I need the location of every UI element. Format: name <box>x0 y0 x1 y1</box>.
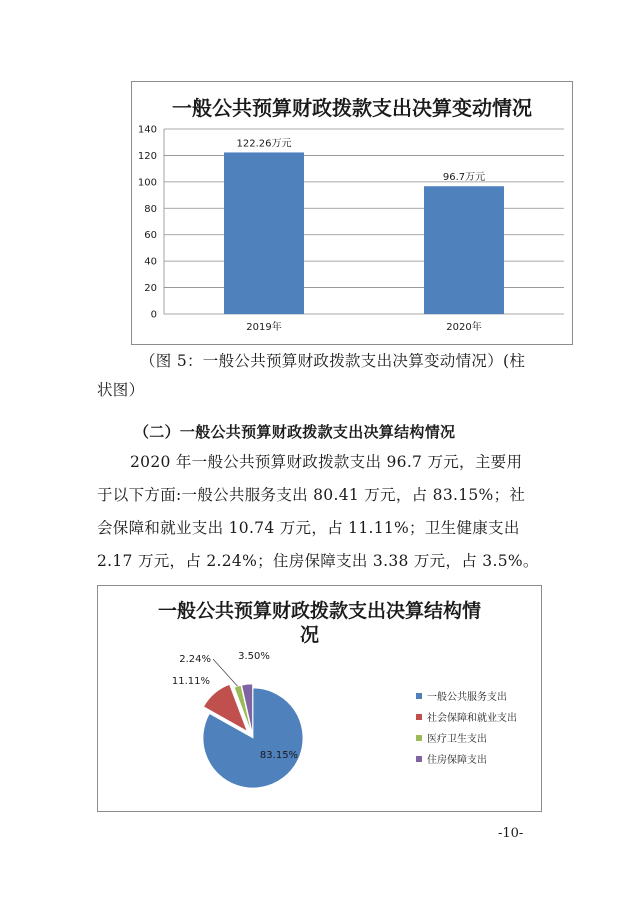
legend-entry <box>416 709 517 724</box>
y-tick-label: 100 <box>137 177 157 189</box>
legend-swatch <box>416 735 422 741</box>
y-tick-label: 120 <box>137 150 157 162</box>
pie-data-label: 83.15% <box>259 750 299 761</box>
page-number: -10- <box>498 826 524 841</box>
legend-label: 医疗卫生支出 <box>427 734 487 745</box>
pie-data-label: 2.24% <box>179 654 211 665</box>
pie-chart-title-line2: 况 <box>299 624 319 646</box>
figure-caption-line2: 状图） <box>97 381 145 399</box>
bar-chart-plot <box>132 82 572 344</box>
bar-data-label: 96.7万元 <box>442 172 486 184</box>
figure-caption-line1: （图 5：一般公共预算财政拨款支出决算变动情况）(柱 <box>140 352 526 370</box>
bar <box>224 152 304 314</box>
legend-label: 一般公共服务支出 <box>427 692 507 703</box>
y-tick-label: 60 <box>144 230 157 242</box>
body-line-1: 2020 年一般公共预算财政拨款支出 96.7 万元，主要用 <box>130 453 523 471</box>
legend-swatch <box>416 756 422 762</box>
legend-swatch <box>416 714 422 720</box>
y-tick-label: 20 <box>144 283 157 295</box>
body-line-4: 2.17 万元，占 2.24%；住房保障支出 3.38 万元，占 3.5%。 <box>97 552 539 570</box>
y-tick-label: 40 <box>144 256 157 268</box>
legend-label: 住房保障支出 <box>427 755 487 766</box>
bar <box>424 186 504 314</box>
legend-entry <box>416 688 507 703</box>
x-tick-label: 2020年 <box>446 322 482 333</box>
section-heading: （二）一般公共预算财政拨款支出决算结构情况 <box>134 423 456 441</box>
pie-chart-frame <box>97 585 542 812</box>
legend-entry <box>416 751 487 766</box>
pie-legend <box>416 688 536 768</box>
pie-data-label: 11.11% <box>171 676 210 687</box>
y-tick-label: 0 <box>150 309 157 321</box>
bar-data-label: 122.26万元 <box>236 138 292 150</box>
leader-line <box>213 659 238 686</box>
legend-label: 社会保障和就业支出 <box>427 713 517 724</box>
body-line-2: 于以下方面:一般公共服务支出 80.41 万元，占 83.15%；社 <box>97 486 526 504</box>
pie-data-label: 3.50% <box>238 651 270 662</box>
y-tick-label: 80 <box>144 203 157 215</box>
bar-chart-frame <box>131 81 573 345</box>
x-tick-label: 2019年 <box>246 322 282 333</box>
bar-chart-title: 一般公共预算财政拨款支出决算变动情况 <box>172 96 532 120</box>
y-tick-label: 140 <box>137 124 157 136</box>
body-line-3: 会保障和就业支出 10.74 万元，占 11.11%；卫生健康支出 <box>97 519 520 537</box>
legend-swatch <box>416 693 422 699</box>
legend-entry <box>416 730 487 745</box>
pie-chart-title-line1: 一般公共预算财政拨款支出决算结构情 <box>157 600 481 622</box>
